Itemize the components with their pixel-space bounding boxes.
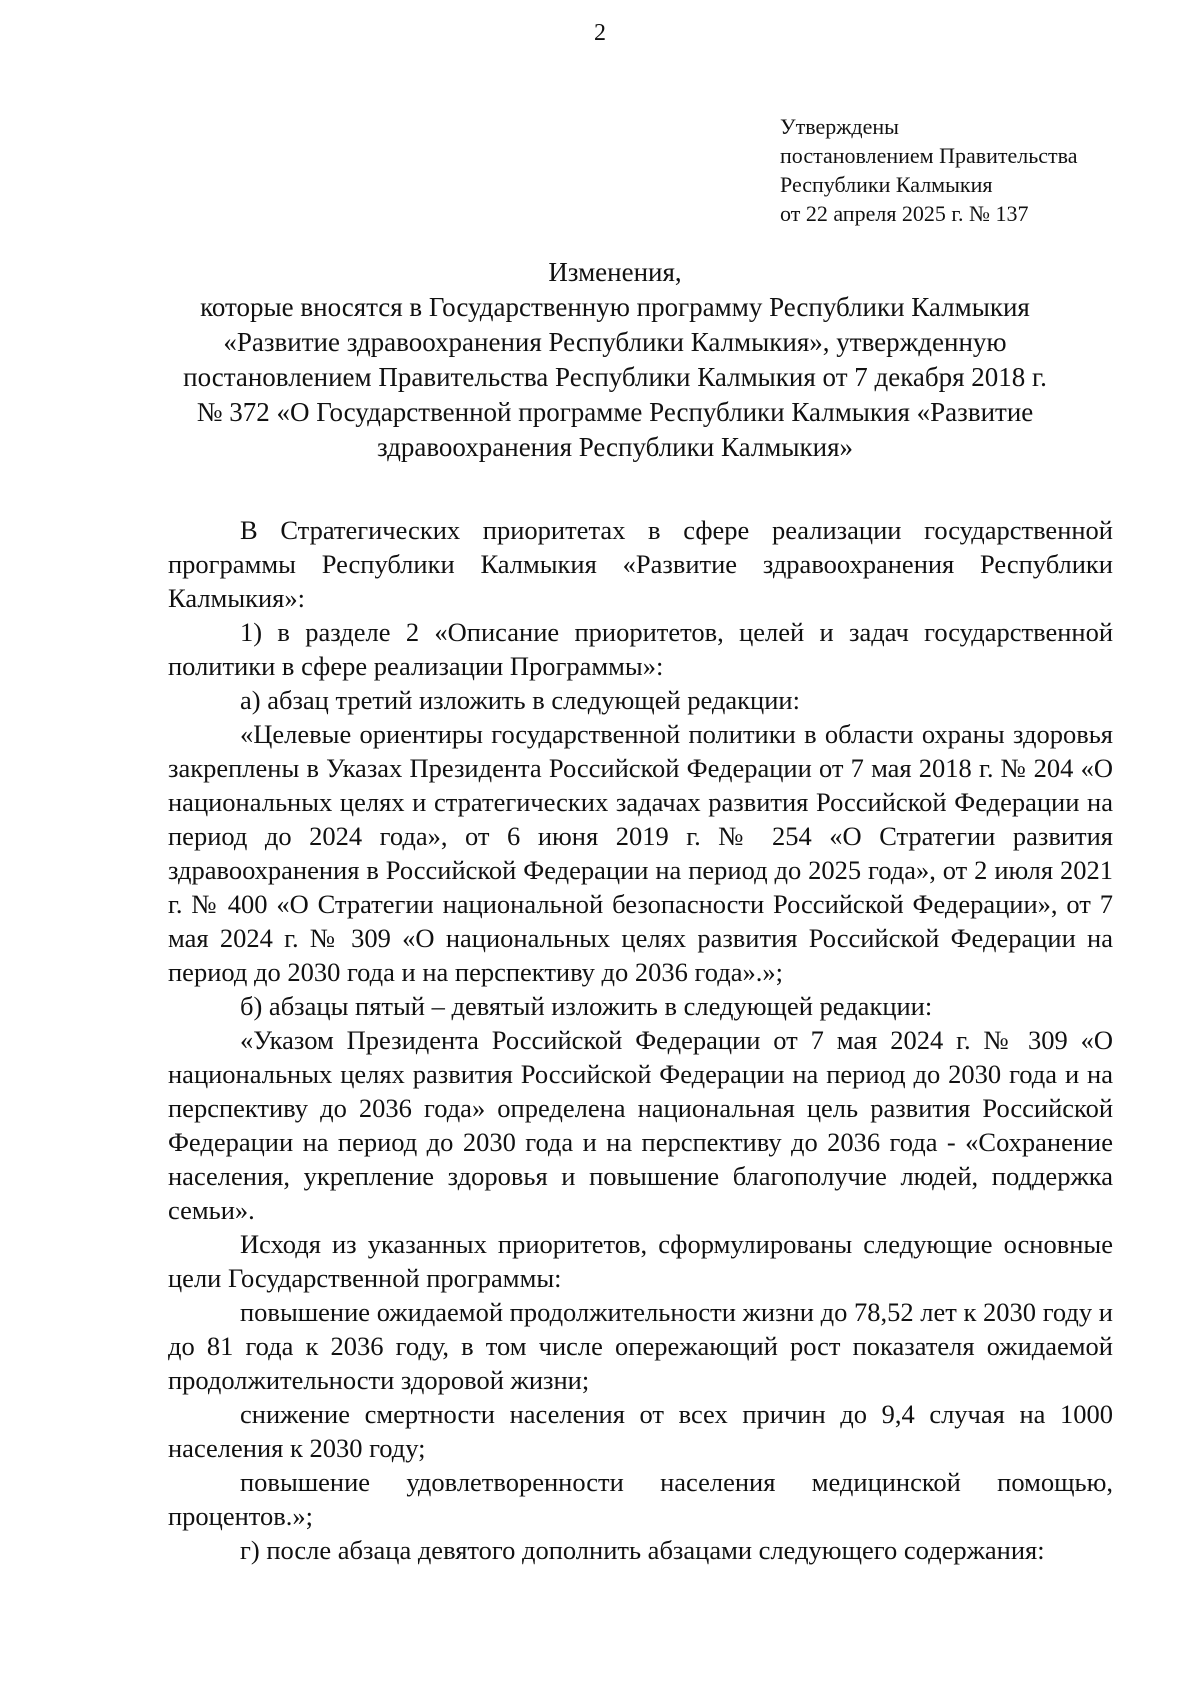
- body-paragraph: г) после абзаца девятого дополнить абзацами следующего содержания:: [240, 1535, 1045, 1565]
- body-paragraph: «Указом Президента Российской Федерации от 7 мая 2024 г. № 309 «О национальных целях развития Российской Федерации на период до 2030 года и на перспективу до 2036 года» определена национальная цель развития Российской Федерации на период до 2030 года и на перспективу до 2036 года - «Сохранение населения, укрепление здоровья и повышение благополучие людей, поддержка семьи».: [168, 1025, 1113, 1225]
- page-number: 2: [594, 20, 606, 46]
- title-line: № 372 «О Государственной программе Республики Калмыкия «Развитие: [196, 397, 1034, 427]
- body-paragraph: б) абзацы пятый – девятый изложить в следующей редакции:: [240, 991, 933, 1021]
- body-paragraph: повышение ожидаемой продолжительности жизни до 78,52 лет к 2030 году и до 81 года к 2036 году, в том числе опережающий рост показателя ожидаемой продолжительности здоровой жизни;: [168, 1297, 1113, 1395]
- body-paragraph: снижение смертности населения от всех причин до 9,4 случая на 1000 населения к 2030 году;: [168, 1399, 1113, 1463]
- document-body: [168, 513, 1113, 1567]
- approval-line: Утверждены: [780, 114, 899, 139]
- document-title: [150, 255, 1080, 465]
- body-paragraph: В Стратегических приоритетах в сфере реализации государственной программы Республики Калмыкия «Развитие здравоохранения Республики Калмыкия»:: [168, 515, 1113, 613]
- title-line: Изменения,: [548, 257, 682, 287]
- title-line: «Развитие здравоохранения Республики Калмыкия», утвержденную: [223, 327, 1007, 357]
- title-line: которые вносятся в Государственную программу Республики Калмыкия: [200, 292, 1030, 322]
- body-paragraph: 1) в разделе 2 «Описание приоритетов, целей и задач государственной политики в сфере реализации Программы»:: [168, 617, 1113, 681]
- body-paragraph: Исходя из указанных приоритетов, сформулированы следующие основные цели Государственной программы:: [168, 1229, 1113, 1293]
- approval-stamp: [780, 112, 1078, 228]
- approval-line: Республики Калмыкия: [780, 172, 993, 197]
- approval-line: от 22 апреля 2025 г. № 137: [780, 201, 1029, 226]
- title-line: постановлением Правительства Республики Калмыкия от 7 декабря 2018 г.: [183, 362, 1047, 392]
- title-line: здравоохранения Республики Калмыкия»: [376, 432, 854, 462]
- body-paragraph: «Целевые ориентиры государственной политики в области охраны здоровья закреплены в Указах Президента Российской Федерации от 7 мая 2018 г. № 204 «О национальных целях и стратегических задачах развития Российской Федерации на период до 2024 года», от 6 июня 2019 г. № 254 «О Стратегии развития здравоохранения в Российской Федерации на период до 2025 года», от 2 июля 2021 г. № 400 «О Стратегии национальной безопасности Российской Федерации», от 7 мая 2024 г. № 309 «О национальных целях развития Российской Федерации на период до 2030 года и на перспективу до 2036 года».»;: [168, 719, 1113, 987]
- body-paragraph: повышение удовлетворенности населения медицинской помощью, процентов.»;: [168, 1467, 1113, 1531]
- approval-line: постановлением Правительства: [780, 143, 1078, 168]
- body-paragraph: а) абзац третий изложить в следующей редакции:: [240, 685, 800, 715]
